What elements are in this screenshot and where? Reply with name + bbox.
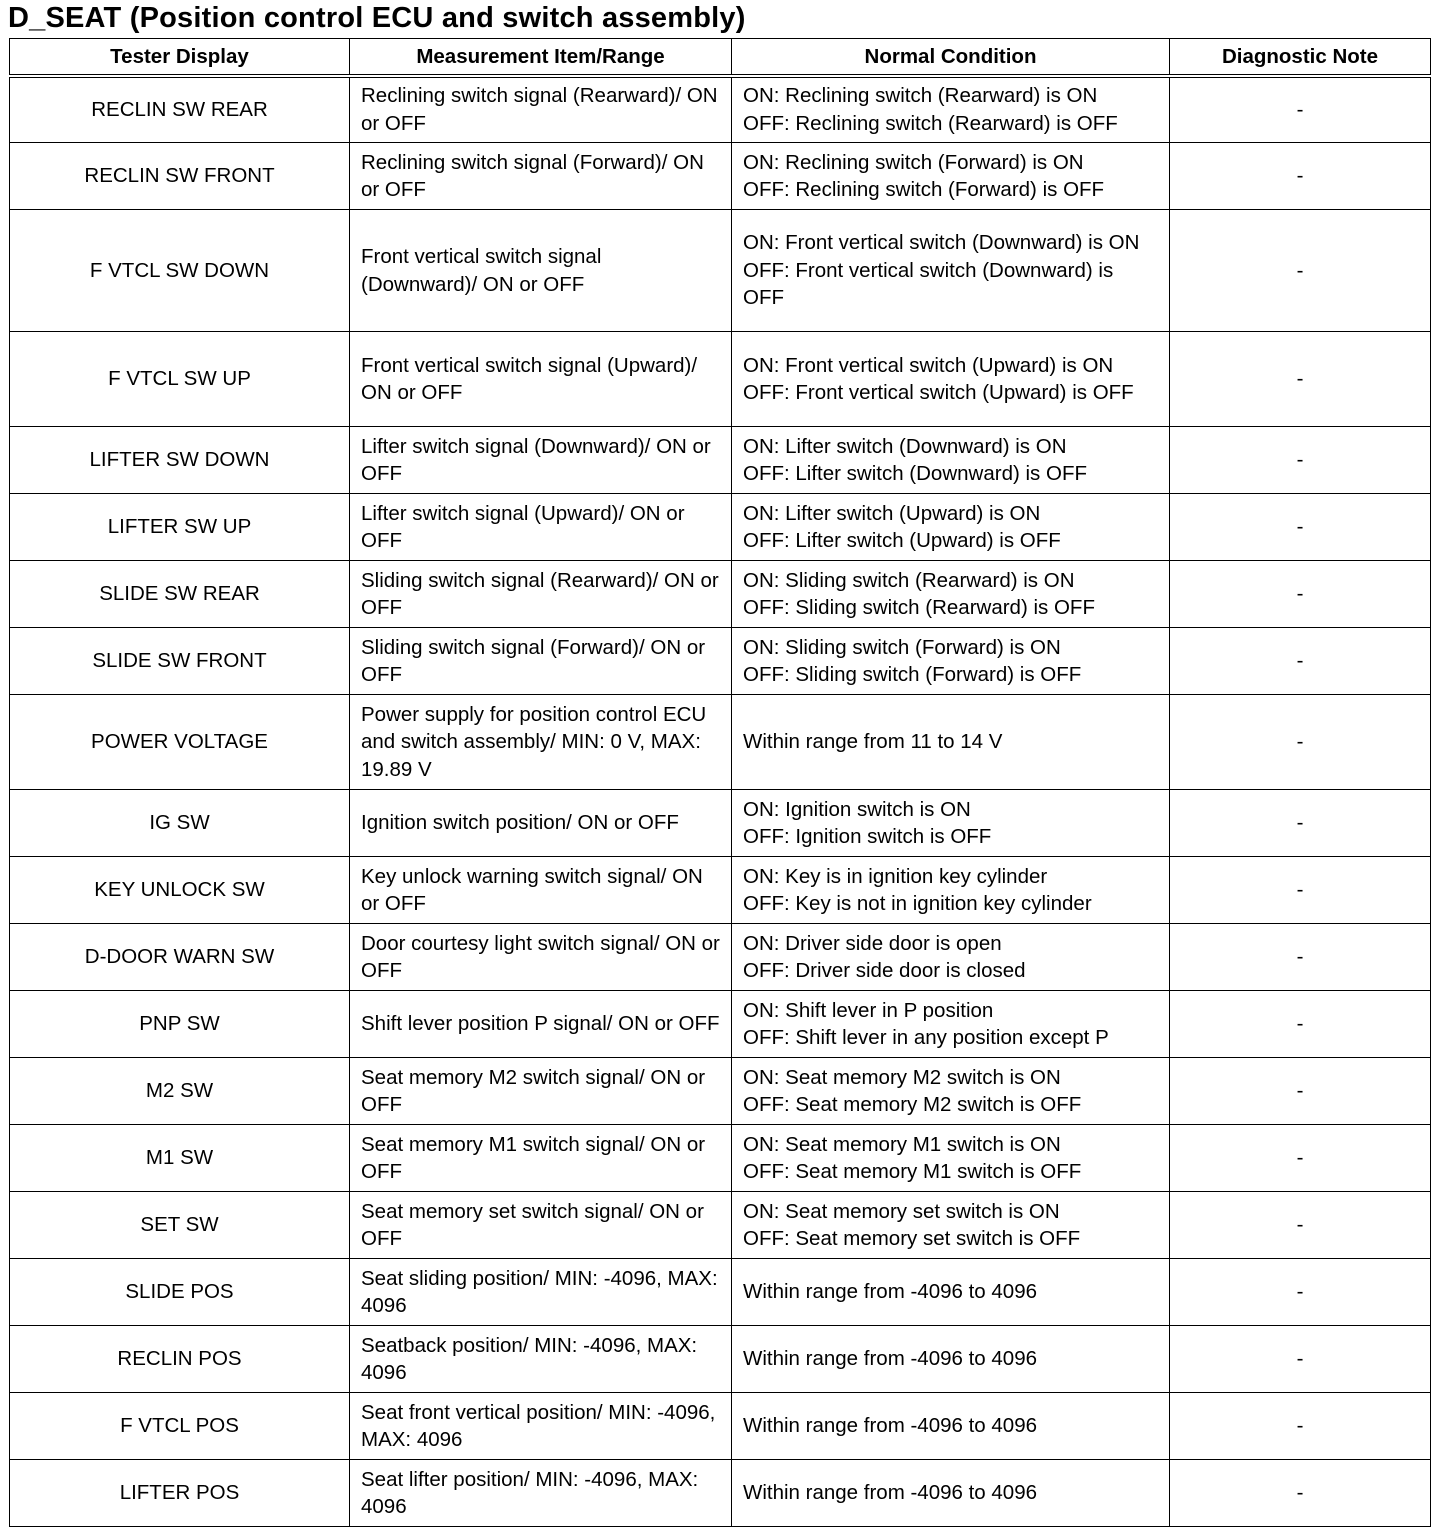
page-title: D_SEAT (Position control ECU and switch assembly)	[8, 2, 746, 34]
measurement-item-cell: Seat memory M1 switch signal/ ON or OFF	[350, 1125, 732, 1192]
measurement-item-cell: Seat front vertical position/ MIN: -4096, MAX: 4096	[350, 1393, 732, 1460]
diagnostic-note-cell: -	[1170, 427, 1431, 494]
normal-condition-cell	[732, 1326, 1170, 1393]
normal-condition-cell	[732, 561, 1170, 628]
normal-condition-cell	[732, 924, 1170, 991]
measurement-item-cell: Front vertical switch signal (Upward)/ ON or OFF	[350, 332, 732, 427]
table-row	[10, 210, 1431, 332]
condition-line: OFF: Lifter switch (Upward) is OFF	[743, 529, 1061, 552]
diagnostic-note-cell: -	[1170, 561, 1431, 628]
condition-line: OFF: Reclining switch (Forward) is OFF	[743, 178, 1105, 201]
table-row	[10, 1125, 1431, 1192]
condition-line: OFF: Lifter switch (Downward) is OFF	[743, 462, 1087, 485]
normal-condition-cell	[732, 857, 1170, 924]
diagnostic-note-cell: -	[1170, 1125, 1431, 1192]
tester-display-cell: F VTCL SW DOWN	[10, 210, 350, 332]
measurement-item-cell: Power supply for position control ECU and switch assembly/ MIN: 0 V, MAX: 19.89 V	[350, 695, 732, 790]
condition-line: ON: Sliding switch (Forward) is ON	[743, 635, 1061, 659]
measurement-item-cell: Seatback position/ MIN: -4096, MAX: 4096	[350, 1326, 732, 1393]
tester-display-cell: RECLIN SW FRONT	[10, 143, 350, 210]
measurement-item-cell: Sliding switch signal (Rearward)/ ON or OFF	[350, 561, 732, 628]
header-tester-display: Tester Display	[10, 39, 350, 76]
condition-line: ON: Reclining switch (Rearward) is ON	[743, 84, 1098, 108]
tester-display-cell: SLIDE SW REAR	[10, 561, 350, 628]
condition-line: OFF: Shift lever in any position except P	[743, 1026, 1109, 1049]
diagnostic-note-cell: -	[1170, 1259, 1431, 1326]
measurement-item-cell: Door courtesy light switch signal/ ON or OFF	[350, 924, 732, 991]
normal-condition-cell	[732, 1192, 1170, 1259]
measurement-item-cell: Seat sliding position/ MIN: -4096, MAX: 4096	[350, 1259, 732, 1326]
diagnostic-note-cell: -	[1170, 494, 1431, 561]
diagnostic-note-cell: -	[1170, 143, 1431, 210]
measurement-item-cell: Front vertical switch signal (Downward)/ ON or OFF	[350, 210, 732, 332]
diagnostic-note-cell: -	[1170, 790, 1431, 857]
measurement-item-cell: Seat memory set switch signal/ ON or OFF	[350, 1192, 732, 1259]
tester-display-cell: F VTCL SW UP	[10, 332, 350, 427]
diagnostic-note-cell: -	[1170, 695, 1431, 790]
table-row	[10, 1393, 1431, 1460]
diagnostic-note-cell: -	[1170, 628, 1431, 695]
table-row	[10, 1192, 1431, 1259]
condition-line: ON: Key is in ignition key cylinder	[743, 864, 1048, 888]
measurement-item-cell: Reclining switch signal (Rearward)/ ON or OFF	[350, 76, 732, 143]
normal-condition-cell	[732, 332, 1170, 427]
normal-condition-cell	[732, 1393, 1170, 1460]
diagnostic-note-cell: -	[1170, 1326, 1431, 1393]
measurement-item-cell: Seat lifter position/ MIN: -4096, MAX: 4096	[350, 1460, 732, 1527]
tester-display-cell: POWER VOLTAGE	[10, 695, 350, 790]
table-row	[10, 76, 1431, 143]
tester-display-cell: LIFTER SW UP	[10, 494, 350, 561]
header-measurement-item: Measurement Item/Range	[350, 39, 732, 76]
normal-condition-cell	[732, 790, 1170, 857]
table-body	[10, 76, 1431, 1527]
condition-line: OFF: Seat memory M2 switch is OFF	[743, 1093, 1082, 1116]
normal-condition-cell	[732, 695, 1170, 790]
header-normal-condition: Normal Condition	[732, 39, 1170, 76]
table-row	[10, 790, 1431, 857]
table-row	[10, 695, 1431, 790]
condition-line: OFF: Front vertical switch (Upward) is OFF	[743, 381, 1134, 404]
condition-line: ON: Reclining switch (Forward) is ON	[743, 150, 1084, 174]
normal-condition-cell	[732, 76, 1170, 143]
diagnostic-note-cell: -	[1170, 210, 1431, 332]
normal-condition-cell	[732, 494, 1170, 561]
diagnostic-note-cell: -	[1170, 1460, 1431, 1527]
condition-line: ON: Sliding switch (Rearward) is ON	[743, 568, 1075, 592]
condition-line: OFF: Seat memory set switch is OFF	[743, 1227, 1081, 1250]
normal-condition-cell	[732, 628, 1170, 695]
measurement-item-cell: Seat memory M2 switch signal/ ON or OFF	[350, 1058, 732, 1125]
table-row	[10, 1326, 1431, 1393]
measurement-item-cell: Reclining switch signal (Forward)/ ON or OFF	[350, 143, 732, 210]
normal-condition-cell	[732, 1259, 1170, 1326]
diagnostic-note-cell: -	[1170, 1393, 1431, 1460]
table-row	[10, 494, 1431, 561]
tester-display-cell: M1 SW	[10, 1125, 350, 1192]
condition-line: ON: Seat memory M1 switch is ON	[743, 1132, 1061, 1156]
tester-display-cell: KEY UNLOCK SW	[10, 857, 350, 924]
table-row	[10, 1460, 1431, 1527]
tester-display-cell: PNP SW	[10, 991, 350, 1058]
table-row	[10, 924, 1431, 991]
diagnostic-note-cell: -	[1170, 76, 1431, 143]
condition-line: ON: Seat memory M2 switch is ON	[743, 1065, 1061, 1089]
condition-line: OFF: Driver side door is closed	[743, 959, 1026, 982]
normal-condition-cell	[732, 1058, 1170, 1125]
measurement-item-cell: Key unlock warning switch signal/ ON or OFF	[350, 857, 732, 924]
condition-line: OFF: Reclining switch (Rearward) is OFF	[743, 111, 1118, 135]
tester-display-cell: RECLIN POS	[10, 1326, 350, 1393]
normal-condition-cell	[732, 427, 1170, 494]
tester-display-cell: LIFTER SW DOWN	[10, 427, 350, 494]
measurement-item-cell: Ignition switch position/ ON or OFF	[350, 790, 732, 857]
condition-line: OFF: Front vertical switch (Downward) is OFF	[743, 258, 1114, 310]
condition-line: Within range from -4096 to 4096	[743, 1414, 1037, 1438]
tester-display-cell: M2 SW	[10, 1058, 350, 1125]
condition-line: OFF: Ignition switch is OFF	[743, 825, 992, 848]
diagnostic-note-cell: -	[1170, 1058, 1431, 1125]
table-row	[10, 857, 1431, 924]
tester-display-cell: RECLIN SW REAR	[10, 76, 350, 143]
measurement-item-cell: Sliding switch signal (Forward)/ ON or OFF	[350, 628, 732, 695]
normal-condition-cell	[732, 210, 1170, 332]
normal-condition-cell	[732, 991, 1170, 1058]
diagnostic-note-cell: -	[1170, 857, 1431, 924]
condition-line: Within range from -4096 to 4096	[743, 1481, 1037, 1505]
diagnostic-note-cell: -	[1170, 332, 1431, 427]
tester-display-cell: D-DOOR WARN SW	[10, 924, 350, 991]
condition-line: ON: Shift lever in P position	[743, 998, 994, 1022]
condition-line: Within range from 11 to 14 V	[743, 730, 1003, 754]
condition-line: ON: Ignition switch is ON	[743, 797, 971, 821]
condition-line: ON: Lifter switch (Upward) is ON	[743, 501, 1041, 525]
measurement-item-cell: Lifter switch signal (Upward)/ ON or OFF	[350, 494, 732, 561]
table-row	[10, 991, 1431, 1058]
tester-display-cell: SET SW	[10, 1192, 350, 1259]
table-header-row	[10, 39, 1431, 76]
tester-display-cell: IG SW	[10, 790, 350, 857]
measurement-item-cell: Lifter switch signal (Downward)/ ON or OFF	[350, 427, 732, 494]
tester-display-cell: LIFTER POS	[10, 1460, 350, 1527]
normal-condition-cell	[732, 1460, 1170, 1527]
condition-line: OFF: Seat memory M1 switch is OFF	[743, 1160, 1082, 1183]
table-row	[10, 427, 1431, 494]
condition-line: ON: Lifter switch (Downward) is ON	[743, 434, 1067, 458]
header-diagnostic-note: Diagnostic Note	[1170, 39, 1431, 76]
measurement-item-cell: Shift lever position P signal/ ON or OFF	[350, 991, 732, 1058]
condition-line: OFF: Sliding switch (Forward) is OFF	[743, 663, 1082, 686]
table-row	[10, 143, 1431, 210]
table-row	[10, 1058, 1431, 1125]
condition-line: OFF: Sliding switch (Rearward) is OFF	[743, 596, 1095, 619]
condition-line: Within range from -4096 to 4096	[743, 1347, 1037, 1371]
normal-condition-cell	[732, 143, 1170, 210]
condition-line: ON: Front vertical switch (Downward) is ON	[743, 231, 1140, 255]
table-row	[10, 628, 1431, 695]
tester-display-cell: SLIDE POS	[10, 1259, 350, 1326]
condition-line: Within range from -4096 to 4096	[743, 1280, 1037, 1304]
condition-line: OFF: Key is not in ignition key cylinder	[743, 892, 1092, 915]
condition-line: ON: Front vertical switch (Upward) is ON	[743, 353, 1114, 377]
condition-line: ON: Driver side door is open	[743, 931, 1002, 955]
table-row	[10, 1259, 1431, 1326]
condition-line: ON: Seat memory set switch is ON	[743, 1199, 1060, 1223]
diagnostic-note-cell: -	[1170, 991, 1431, 1058]
table-row	[10, 561, 1431, 628]
data-list-table	[9, 38, 1431, 1527]
tester-display-cell: SLIDE SW FRONT	[10, 628, 350, 695]
table-row	[10, 332, 1431, 427]
diagnostic-note-cell: -	[1170, 924, 1431, 991]
tester-display-cell: F VTCL POS	[10, 1393, 350, 1460]
normal-condition-cell	[732, 1125, 1170, 1192]
diagnostic-note-cell: -	[1170, 1192, 1431, 1259]
